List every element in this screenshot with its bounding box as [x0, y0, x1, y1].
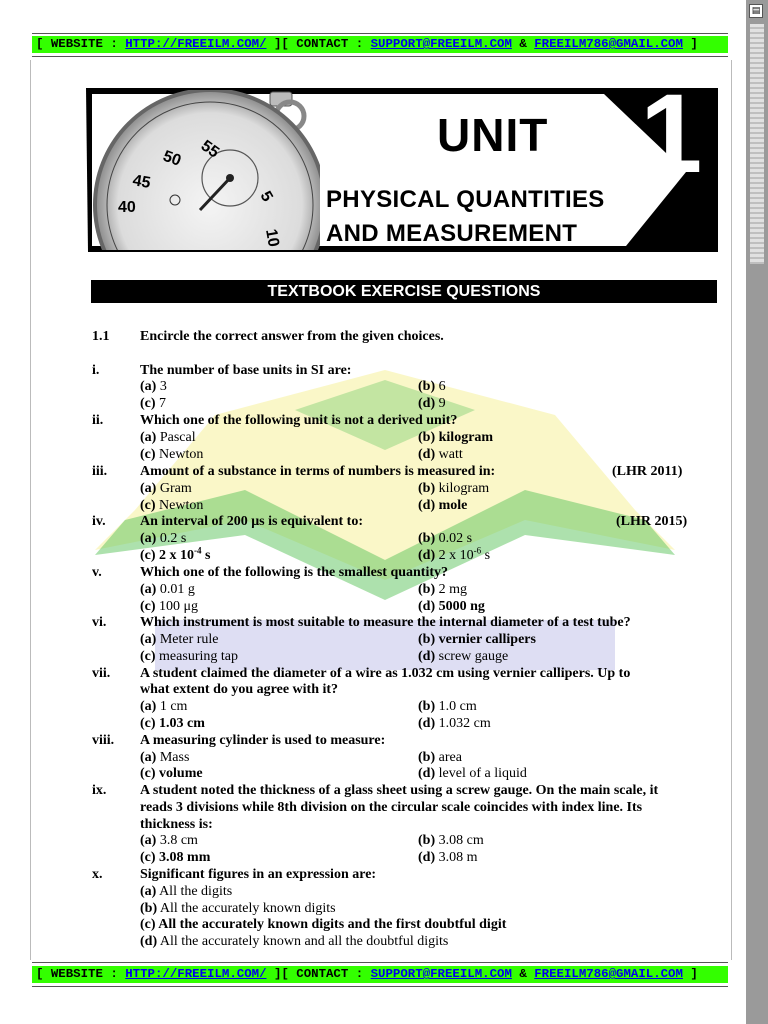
question-number: vii.: [92, 666, 111, 681]
option: (d) watt: [418, 447, 463, 462]
intro-text: Encircle the correct answer from the given choices.: [140, 329, 444, 344]
option: (b) 3.08 cm: [418, 833, 484, 848]
option: (a) Meter rule: [140, 632, 219, 647]
unit-word: UNIT: [437, 109, 549, 161]
option: (d) 3.08 m: [418, 850, 478, 865]
bar-text: &: [511, 967, 535, 981]
option-answer: (b) kilogram: [418, 430, 494, 445]
option: (d) screw gauge: [418, 649, 509, 664]
question-text: what extent do you agree with it?: [140, 682, 339, 697]
option: (b) All the accurately known digits: [140, 901, 336, 916]
option: (b) 6: [418, 379, 446, 394]
dial-number: 40: [118, 199, 136, 216]
website-link[interactable]: HTTP://FREEILM.COM/: [125, 967, 267, 981]
option: (c) measuring tap: [140, 649, 238, 664]
question-text: Significant figures in an expression are:: [140, 867, 377, 882]
option-answer: (c) 2 x $10^{-4}$ s: [140, 545, 211, 563]
option-answer: (d) 5000 ng: [418, 599, 485, 614]
option: (b) 2 mg: [418, 582, 468, 597]
option: (d) 2 x $10^{-6}$ s: [418, 545, 491, 563]
option: (a) Pascal: [140, 430, 196, 445]
option-answer: (c) 3.08 mm: [140, 850, 211, 865]
option: (d) All the accurately known and all the doubtful digits: [140, 934, 449, 949]
option-answer: (c) volume: [140, 766, 203, 781]
dial-number: 50: [160, 147, 184, 170]
dial-number: 45: [131, 172, 152, 193]
question-text: reads 3 divisions while 8th division on the circular scale coincides with index line. Its: [140, 800, 643, 815]
question-text: A measuring cylinder is used to measure:: [140, 733, 386, 748]
chapter-title-line1: PHYSICAL QUANTITIES: [326, 186, 605, 213]
question-number: ix.: [92, 783, 107, 798]
bottom-bar-rule: [32, 962, 728, 963]
chapter-title-line2: AND MEASUREMENT: [326, 220, 578, 247]
section-header: TEXTBOOK EXERCISE QUESTIONS: [91, 280, 717, 303]
question-text: Which instrument is most suitable to measure the internal diameter of a test tube?: [140, 615, 631, 630]
option: (b) area: [418, 750, 462, 765]
option-answer: (d) mole: [418, 498, 468, 513]
gmail-link[interactable]: FREEILM786@GMAIL.COM: [534, 37, 683, 51]
option: (c) 100 μg: [140, 599, 199, 614]
exam-reference: (LHR 2015): [616, 514, 688, 529]
question-number: i.: [92, 363, 100, 378]
question-number: iv.: [92, 514, 106, 529]
bar-text: [ WEBSITE :: [36, 37, 126, 51]
exam-reference: (LHR 2011): [612, 464, 683, 479]
website-link[interactable]: HTTP://FREEILM.COM/: [125, 37, 267, 51]
bar-text: [ WEBSITE :: [36, 967, 126, 981]
option-answer: (b) vernier callipers: [418, 632, 536, 647]
option: (c) Newton: [140, 498, 204, 513]
option: (b) 0.02 s: [418, 531, 473, 546]
option: (d) level of a liquid: [418, 766, 527, 781]
option: (d) 1.032 cm: [418, 716, 491, 731]
question-text: A student claimed the diameter of a wire as 1.032 cm using vernier callipers. Up to: [140, 666, 631, 681]
option: (c) 7: [140, 396, 167, 411]
support-email-link[interactable]: SUPPORT@FREEILM.COM: [370, 37, 512, 51]
question-number: vi.: [92, 615, 107, 630]
gmail-link[interactable]: FREEILM786@GMAIL.COM: [534, 967, 683, 981]
option: (a) Gram: [140, 481, 192, 496]
question-number: iii.: [92, 464, 108, 479]
option: (b) kilogram: [418, 481, 490, 496]
dial-number: 55: [197, 137, 223, 162]
question-text: Which one of the following is the smallest quantity?: [140, 565, 449, 580]
option-answer: (c) 1.03 cm: [140, 716, 205, 731]
bar-text: ]: [682, 37, 698, 51]
bottom-bar-rule: [32, 986, 728, 987]
bar-text: ][ CONTACT :: [266, 967, 371, 981]
question-text: thickness is:: [140, 817, 213, 832]
option: (a) 0.2 s: [140, 531, 187, 546]
question-text: An interval of 200 μs is equivalent to:: [140, 514, 363, 529]
option: (a) Mass: [140, 750, 190, 765]
support-email-link[interactable]: SUPPORT@FREEILM.COM: [370, 967, 512, 981]
unit-number: 1: [640, 71, 703, 196]
question-number: ii.: [92, 413, 104, 428]
side-logo-icon: ▤: [749, 4, 763, 18]
question-number: v.: [92, 565, 102, 580]
option: (b) 1.0 cm: [418, 699, 477, 714]
footer-contact-bar: [32, 966, 728, 983]
bar-text: &: [511, 37, 535, 51]
question-number: viii.: [92, 733, 115, 748]
intro-number: 1.1: [92, 329, 110, 344]
question-text: A student noted the thickness of a glass sheet using a screw gauge. On the main scale, it: [140, 783, 659, 798]
option-answer: (c) All the accurately known digits and the first doubtful digit: [140, 917, 507, 932]
option: (a) 0.01 g: [140, 582, 195, 597]
dial-number: 10: [262, 227, 282, 249]
bar-text: ][ CONTACT :: [266, 37, 371, 51]
dial-number: 5: [256, 188, 276, 205]
option: (d) 9: [418, 396, 446, 411]
bar-text: ]: [682, 967, 698, 981]
question-text: Amount of a substance in terms of numbers is measured in:: [140, 464, 496, 479]
question-text: Which one of the following unit is not a derived unit?: [140, 413, 458, 428]
option: (c) Newton: [140, 447, 204, 462]
option: (a) 1 cm: [140, 699, 188, 714]
option: (a) 3.8 cm: [140, 833, 198, 848]
question-number: x.: [92, 867, 103, 882]
question-text: The number of base units in SI are:: [140, 363, 352, 378]
option: (a) All the digits: [140, 884, 233, 899]
option: (a) 3: [140, 379, 167, 394]
